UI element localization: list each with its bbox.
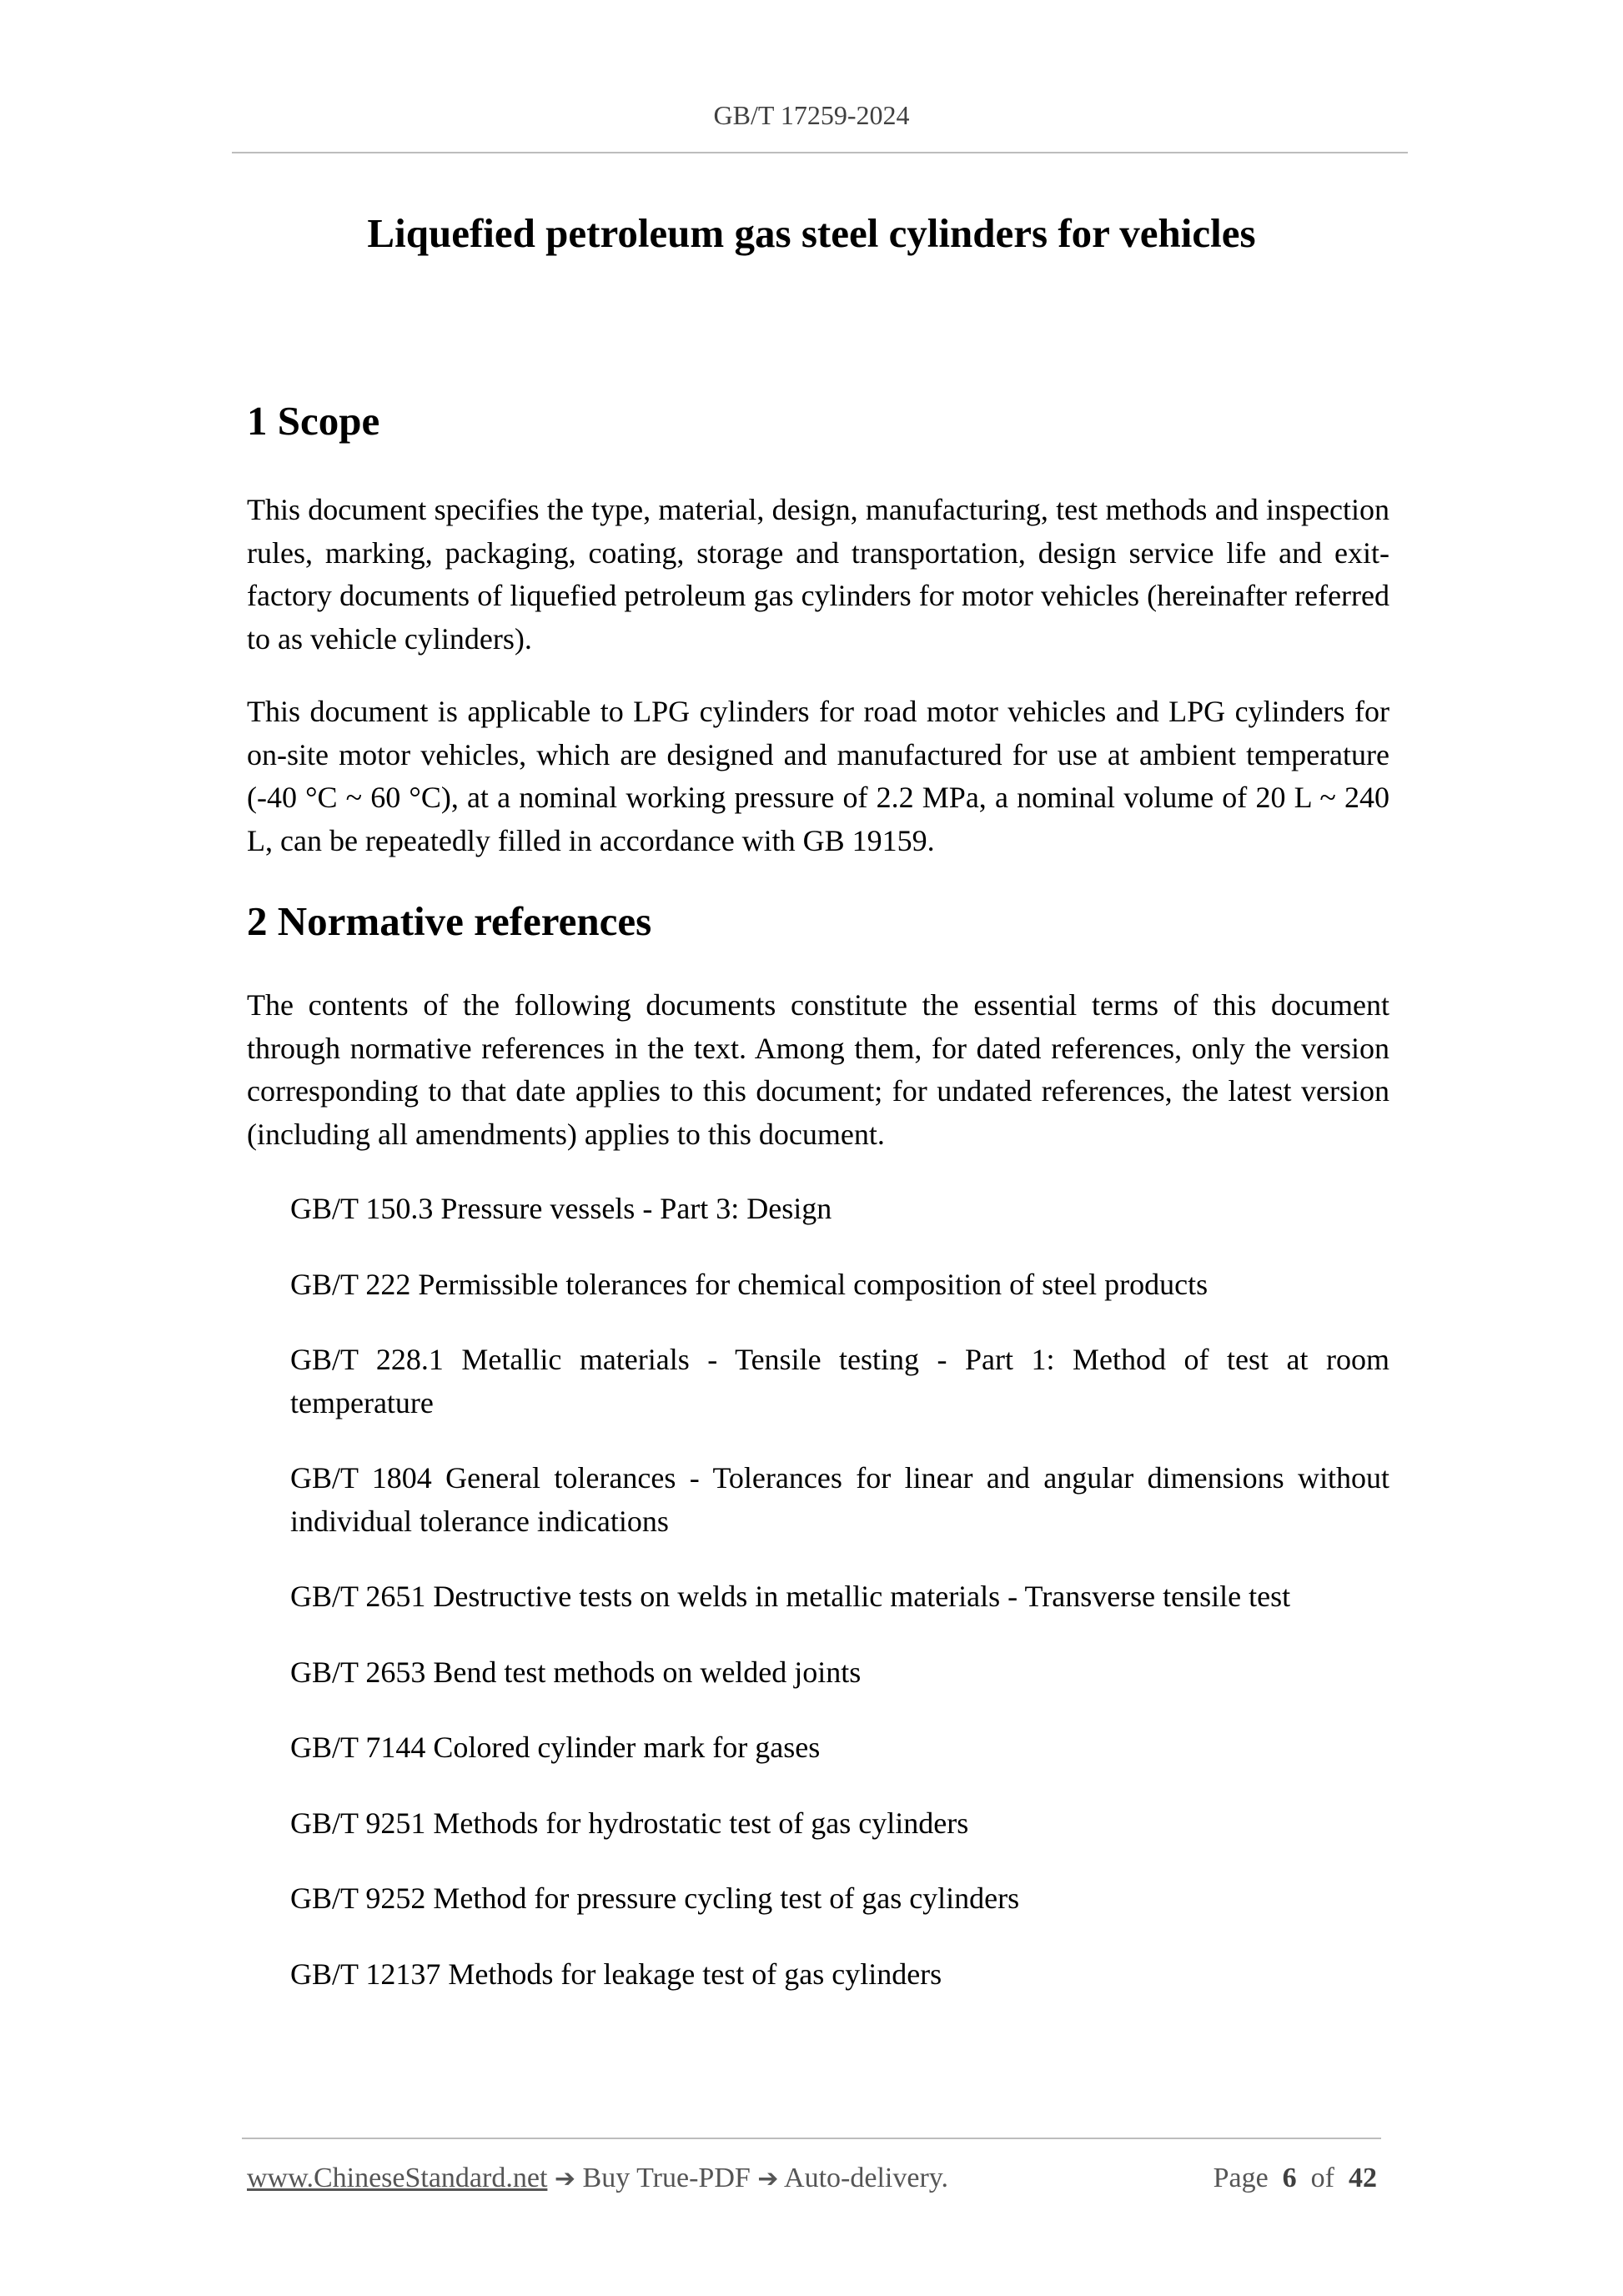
reference-item: GB/T 228.1 Metallic materials - Tensile testing - Part 1: Method of test at room temperature (290, 1343, 1389, 1419)
page-indicator (1213, 2160, 1377, 2197)
website-link[interactable]: www.ChineseStandard.net (247, 2163, 548, 2193)
right-arrow-icon: ➔ (757, 2164, 779, 2193)
reference-item: GB/T 1804 General tolerances - Tolerances for linear and angular dimensions without individual tolerance indications (290, 1461, 1389, 1538)
reference-list (247, 1188, 1389, 1996)
auto-delivery-text: Auto-delivery. (784, 2163, 949, 2193)
current-page-number: 6 (1282, 2163, 1297, 2193)
reference-item: GB/T 7144 Colored cylinder mark for gases (290, 1731, 821, 1764)
right-arrow-icon: ➔ (554, 2164, 576, 2193)
section-scope (247, 392, 1389, 862)
reference-item: GB/T 9251 Methods for hydrostatic test of gas cylinders (290, 1806, 969, 1840)
reference-item: GB/T 12137 Methods for leakage test of gas cylinders (290, 1957, 942, 1991)
of-label: of (1310, 2163, 1334, 2193)
total-page-count: 42 (1349, 2163, 1377, 2193)
section-normative-references (247, 892, 1389, 1996)
running-header: GB/T 17259-2024 (713, 100, 910, 130)
reference-item: GB/T 2651 Destructive tests on welds in metallic materials - Transverse tensile test (290, 1580, 1291, 1613)
paragraph: The contents of the following documents constitute the essential terms of this document through normative references in the text. Among them, for dated references, only the version corresponding to that date applies to this document; for undated references, the latest version (including all amendments) applies to this document. (247, 988, 1389, 1151)
document-body (247, 392, 1389, 2028)
reference-item: GB/T 222 Permissible tolerances for chemical composition of steel products (290, 1267, 1208, 1301)
section-heading: 2 Normative references (247, 898, 652, 944)
page-label: Page (1213, 2163, 1269, 2193)
paragraph: This document specifies the type, material, design, manufacturing, test methods and inspection rules, marking, packaging, coating, storage and transportation, design service life and exit-factory documents of liquefied petroleum gas cylinders for motor vehicles (hereinafter referred to as vehicle cylinders). (247, 493, 1389, 656)
reference-item: GB/T 150.3 Pressure vessels - Part 3: Design (290, 1192, 832, 1225)
footer-promo (247, 2160, 948, 2198)
reference-item: GB/T 9252 Method for pressure cycling test of gas cylinders (290, 1882, 1020, 1915)
footer-divider (242, 2138, 1381, 2139)
reference-item: GB/T 2653 Bend test methods on welded joints (290, 1655, 862, 1689)
document-title: Liquefied petroleum gas steel cylinders for vehicles (367, 210, 1256, 256)
buy-pdf-text: Buy True-PDF (582, 2163, 751, 2193)
section-heading: 1 Scope (247, 398, 380, 444)
header-divider (232, 152, 1408, 153)
paragraph: This document is applicable to LPG cylinders for road motor vehicles and LPG cylinders for on-site motor vehicles, which are designed and manufactured for use at ambient temperature (-40 °C ~ 60 °C), at a nominal working pressure of 2.2 MPa, a nominal volume of 20 L ~ 240 L, can be repeatedly filled in accordance with GB 19159. (247, 695, 1389, 857)
